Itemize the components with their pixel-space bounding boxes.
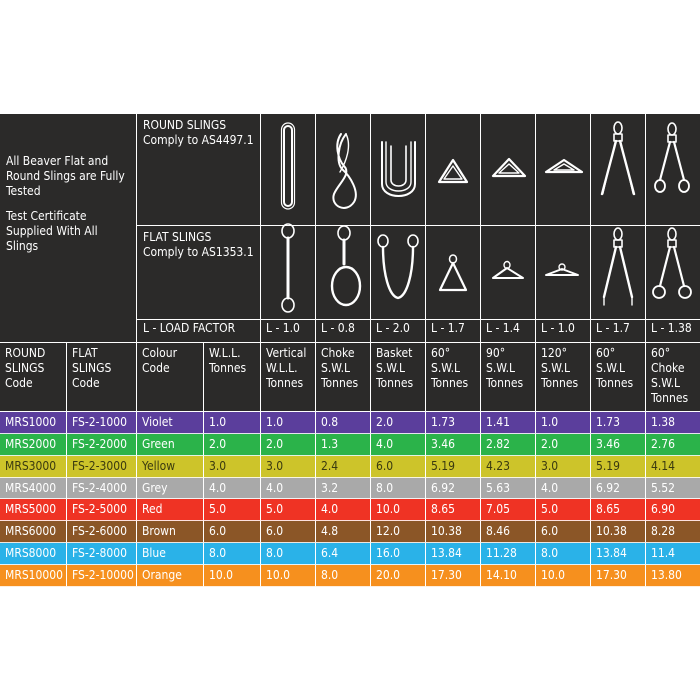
table-cell: 5.19 [426, 456, 481, 478]
load-factor-value: L - 1.0 [536, 320, 591, 343]
table-cell: 5.0 [204, 499, 261, 521]
column-header: 60° Choke S.W.L Tonnes [646, 343, 700, 412]
column-header: Vertical W.L.L. Tonnes [261, 343, 316, 412]
round-slings-title: ROUND SLINGS [143, 118, 227, 132]
table-cell: 1.0 [204, 412, 261, 434]
table-cell: FS-2-8000 [67, 543, 137, 565]
table-cell: 13.84 [426, 543, 481, 565]
table-cell: 4.0 [536, 478, 591, 500]
table-cell: 7.05 [481, 499, 536, 521]
table-cell: 1.73 [426, 412, 481, 434]
table-cell: 2.76 [646, 434, 700, 456]
choke-sling-icon [316, 114, 371, 320]
table-cell: 5.63 [481, 478, 536, 500]
table-cell: 11.28 [481, 543, 536, 565]
table-cell: 5.19 [591, 456, 646, 478]
basket-sling-icon [371, 114, 426, 320]
table-cell: 1.41 [481, 412, 536, 434]
table-cell: 12.0 [371, 521, 426, 543]
table-cell: FS-2-1000 [67, 412, 137, 434]
table-cell: MRS10000 [0, 565, 67, 587]
table-cell: 1.38 [646, 412, 700, 434]
table-cell: 17.30 [426, 565, 481, 587]
table-cell: 1.0 [536, 412, 591, 434]
certificate-note: Test Certificate Supplied With All Slings [6, 209, 98, 253]
table-cell: Yellow [137, 456, 204, 478]
round-slings-standard: Comply to AS4497.1 [143, 133, 254, 147]
table-cell: MRS8000 [0, 543, 67, 565]
table-cell: 2.0 [371, 412, 426, 434]
table-cell: 3.2 [316, 478, 371, 500]
table-cell: 2.0 [204, 434, 261, 456]
table-cell: 8.65 [426, 499, 481, 521]
sling-capacity-table [0, 114, 700, 587]
column-header: Colour Code [137, 343, 204, 412]
table-row [0, 543, 700, 565]
table-cell: 4.8 [316, 521, 371, 543]
table-cell: 3.46 [591, 434, 646, 456]
column-header: 60° S.W.L Tonnes [426, 343, 481, 412]
table-cell: 4.0 [261, 478, 316, 500]
table-cell: Red [137, 499, 204, 521]
table-cell: Green [137, 434, 204, 456]
table-row [0, 499, 700, 521]
table-cell: FS-2-5000 [67, 499, 137, 521]
table-cell: MRS6000 [0, 521, 67, 543]
table-row [0, 456, 700, 478]
table-cell: 1.3 [316, 434, 371, 456]
table-row [0, 478, 700, 500]
load-factor-value: L - 1.7 [426, 320, 481, 343]
table-cell: 8.0 [204, 543, 261, 565]
table-cell: 2.82 [481, 434, 536, 456]
table-cell: 2.0 [261, 434, 316, 456]
table-cell: 10.0 [536, 565, 591, 587]
table-cell: 3.46 [426, 434, 481, 456]
table-cell: 8.0 [316, 565, 371, 587]
table-cell: 16.0 [371, 543, 426, 565]
table-cell: 17.30 [591, 565, 646, 587]
table-cell: 6.0 [261, 521, 316, 543]
table-cell: 20.0 [371, 565, 426, 587]
table-row [0, 565, 700, 587]
table-cell: 5.52 [646, 478, 700, 500]
sling-90-degree-icon [481, 114, 536, 320]
load-factor-value: L - 0.8 [316, 320, 371, 343]
table-cell: 11.4 [646, 543, 700, 565]
table-cell: MRS3000 [0, 456, 67, 478]
table-cell: 4.14 [646, 456, 700, 478]
table-cell: 1.73 [591, 412, 646, 434]
table-cell: MRS1000 [0, 412, 67, 434]
table-cell: 6.0 [536, 521, 591, 543]
load-factor-value: L - 1.4 [481, 320, 536, 343]
table-cell: FS-2-4000 [67, 478, 137, 500]
two-leg-60-sling-icon [591, 114, 646, 320]
column-header: Choke S.W.L Tonnes [316, 343, 371, 412]
table-cell: 4.0 [204, 478, 261, 500]
table-cell: Orange [137, 565, 204, 587]
table-cell: 8.28 [646, 521, 700, 543]
table-cell: 3.0 [536, 456, 591, 478]
flat-slings-title-cell [137, 226, 261, 320]
table-cell: 8.65 [591, 499, 646, 521]
table-cell: 8.46 [481, 521, 536, 543]
table-cell: 2.0 [536, 434, 591, 456]
table-cell: 10.0 [204, 565, 261, 587]
table-cell: Blue [137, 543, 204, 565]
load-factor-value: L - 1.38 [646, 320, 700, 343]
column-header: FLAT SLINGS Code [67, 343, 137, 412]
table-cell: 13.84 [591, 543, 646, 565]
table-cell: Violet [137, 412, 204, 434]
table-cell: 8.0 [371, 478, 426, 500]
table-cell: Grey [137, 478, 204, 500]
two-leg-60-choke-sling-icon [646, 114, 700, 320]
table-cell: 6.0 [204, 521, 261, 543]
table-cell: FS-2-10000 [67, 565, 137, 587]
table-cell: FS-2-3000 [67, 456, 137, 478]
column-header: ROUND SLINGS Code [0, 343, 67, 412]
column-header: 60° S.W.L Tonnes [591, 343, 646, 412]
column-header: 90° S.W.L Tonnes [481, 343, 536, 412]
sling-60-degree-icon [426, 114, 481, 320]
table-cell: MRS5000 [0, 499, 67, 521]
table-cell: 8.0 [536, 543, 591, 565]
table-cell: 6.90 [646, 499, 700, 521]
table-cell: 10.0 [261, 565, 316, 587]
load-factor-value: L - 1.0 [261, 320, 316, 343]
table-cell: 13.80 [646, 565, 700, 587]
table-cell: FS-2-6000 [67, 521, 137, 543]
table-cell: 1.0 [261, 412, 316, 434]
table-cell: 5.0 [536, 499, 591, 521]
table-cell: 6.0 [371, 456, 426, 478]
round-slings-title-cell [137, 114, 261, 226]
table-cell: 4.23 [481, 456, 536, 478]
flat-slings-title: FLAT SLINGS [143, 230, 212, 244]
table-cell: 10.38 [591, 521, 646, 543]
load-factor-value: L - 2.0 [371, 320, 426, 343]
column-header: Basket S.W.L Tonnes [371, 343, 426, 412]
table-row [0, 521, 700, 543]
table-cell: 5.0 [261, 499, 316, 521]
table-cell: Brown [137, 521, 204, 543]
table-cell: 2.4 [316, 456, 371, 478]
table-cell: 10.0 [371, 499, 426, 521]
vertical-sling-icon [261, 114, 316, 320]
table-cell: FS-2-2000 [67, 434, 137, 456]
table-cell: MRS4000 [0, 478, 67, 500]
table-cell: 3.0 [261, 456, 316, 478]
table-cell: 4.0 [371, 434, 426, 456]
flat-slings-standard: Comply to AS1353.1 [143, 245, 254, 259]
table-cell: 10.38 [426, 521, 481, 543]
column-header: 120° S.W.L Tonnes [536, 343, 591, 412]
table-cell: 4.0 [316, 499, 371, 521]
tested-note: All Beaver Flat and Round Slings are Fully Tested [6, 154, 125, 198]
table-cell: 6.92 [591, 478, 646, 500]
table-cell: 6.92 [426, 478, 481, 500]
table-row [0, 434, 700, 456]
table-cell: 3.0 [204, 456, 261, 478]
load-factor-value: L - 1.7 [591, 320, 646, 343]
column-header: W.L.L. Tonnes [204, 343, 261, 412]
table-cell: 6.4 [316, 543, 371, 565]
table-row [0, 412, 700, 434]
table-cell: 0.8 [316, 412, 371, 434]
sling-120-degree-icon [536, 114, 591, 320]
table-cell: 14.10 [481, 565, 536, 587]
table-cell: 8.0 [261, 543, 316, 565]
table-cell: MRS2000 [0, 434, 67, 456]
intro-panel [0, 114, 137, 343]
load-factor-label: L - LOAD FACTOR [137, 320, 261, 343]
